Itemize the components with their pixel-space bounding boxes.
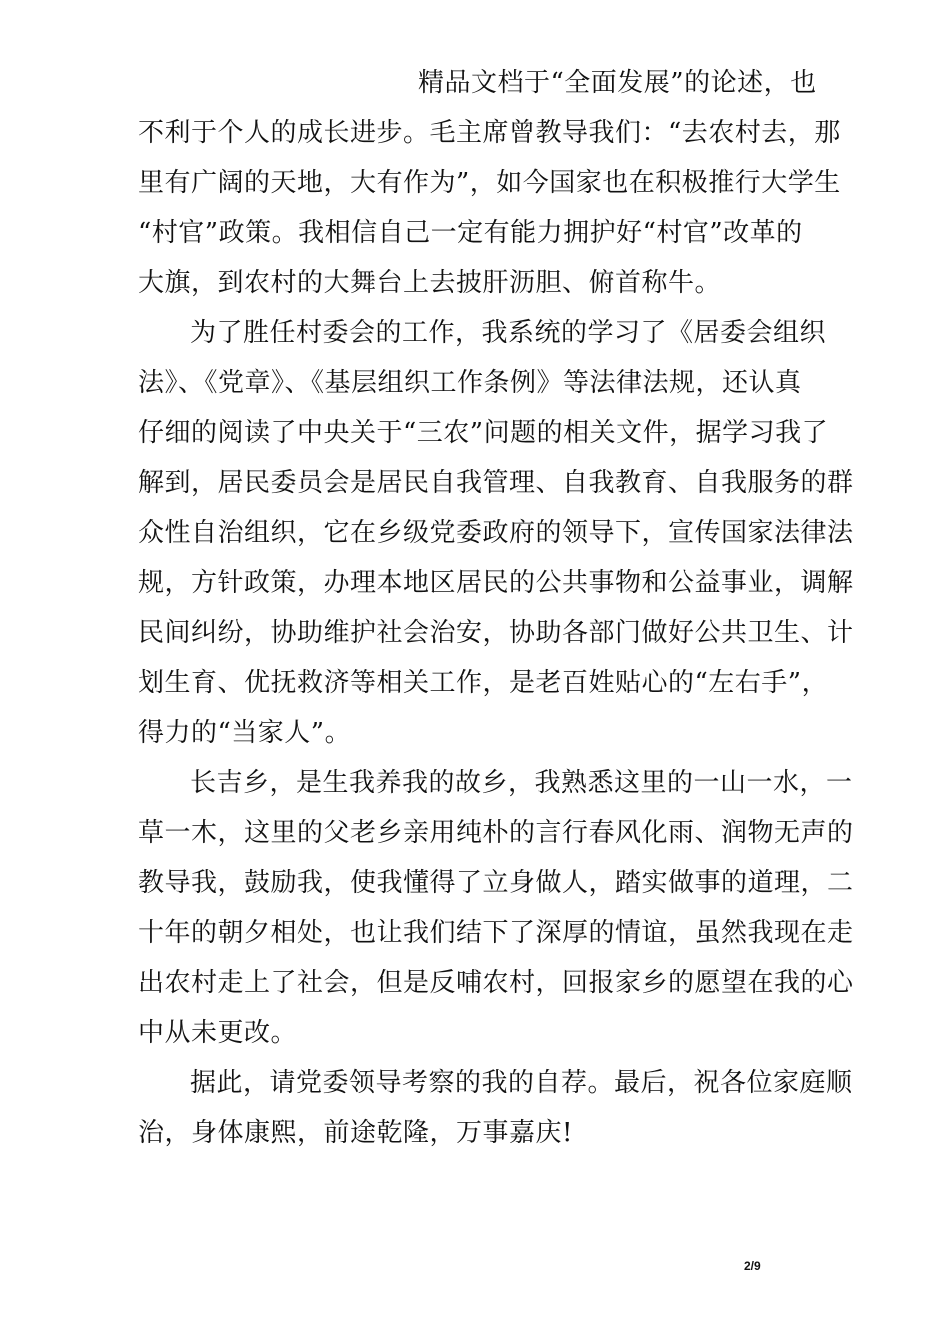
- paragraph-line: 得力的“当家人”。: [138, 718, 352, 748]
- paragraph-line: 法》、《党章》、《基层组织工作条例》等法律法规，还认真: [138, 368, 802, 398]
- paragraph-line: 据此，请党委领导考察的我的自荐。最后，祝各位家庭顺: [190, 1068, 853, 1098]
- paragraph-line: 草一木，这里的父老乡亲用纯朴的言行春风化雨、润物无声的: [138, 818, 854, 848]
- paragraph-line: 大旗，到农村的大舞台上去披肝沥胆、俯首称牛。: [138, 268, 722, 298]
- paragraph-line: 划生育、优抚救济等相关工作，是老百姓贴心的“左右手”，: [138, 668, 829, 698]
- paragraph-line: 不利于个人的成长进步。毛主席曾教导我们：“去农村去，那: [138, 118, 841, 148]
- paragraph-line: 仔细的阅读了中央关于“三农”问题的相关文件，据学习我了: [138, 418, 829, 448]
- paragraph-line: 为了胜任村委会的工作，我系统的学习了《居委会组织: [190, 318, 827, 348]
- paragraph-4: [138, 1058, 853, 1158]
- paragraph-line: 十年的朝夕相处，也让我们结下了深厚的情谊，虽然我现在走: [138, 918, 854, 948]
- header-line: 精品文档于“全面发展”的论述，也: [418, 68, 817, 98]
- paragraph-3: [138, 758, 854, 1058]
- paragraph-line: 解到，居民委员会是居民自我管理、自我教育、自我服务的群: [138, 468, 854, 498]
- document-body: [138, 58, 854, 1158]
- paragraph-line: 民间纠纷，协助维护社会治安，协助各部门做好公共卫生、计: [138, 618, 854, 648]
- paragraph-line: 规，方针政策，办理本地区居民的公共事物和公益事业，调解: [138, 568, 854, 598]
- paragraph-line: 教导我，鼓励我，使我懂得了立身做人，踏实做事的道理，二: [138, 868, 854, 898]
- paragraph-line: 里有广阔的天地，大有作为”，如今国家也在积极推行大学生: [138, 168, 841, 198]
- paragraph-line: 众性自治组织，它在乡级党委政府的领导下，宣传国家法律法: [138, 518, 854, 548]
- paragraph-line: 中从未更改。: [138, 1018, 298, 1048]
- paragraph-line: “村官”政策。我相信自己一定有能力拥护好“村官”改革的: [138, 218, 803, 248]
- paragraph-line: 治，身体康熙，前途乾隆，万事嘉庆!: [138, 1118, 573, 1148]
- paragraph-line: 长吉乡，是生我养我的故乡，我熟悉这里的一山一水，一: [190, 768, 853, 798]
- paragraph-2: [138, 308, 854, 758]
- paragraph-line: 出农村走上了社会，但是反哺农村，回报家乡的愿望在我的心: [138, 968, 854, 998]
- page-number: 2/9: [744, 1259, 761, 1273]
- paragraph-1: [138, 108, 841, 308]
